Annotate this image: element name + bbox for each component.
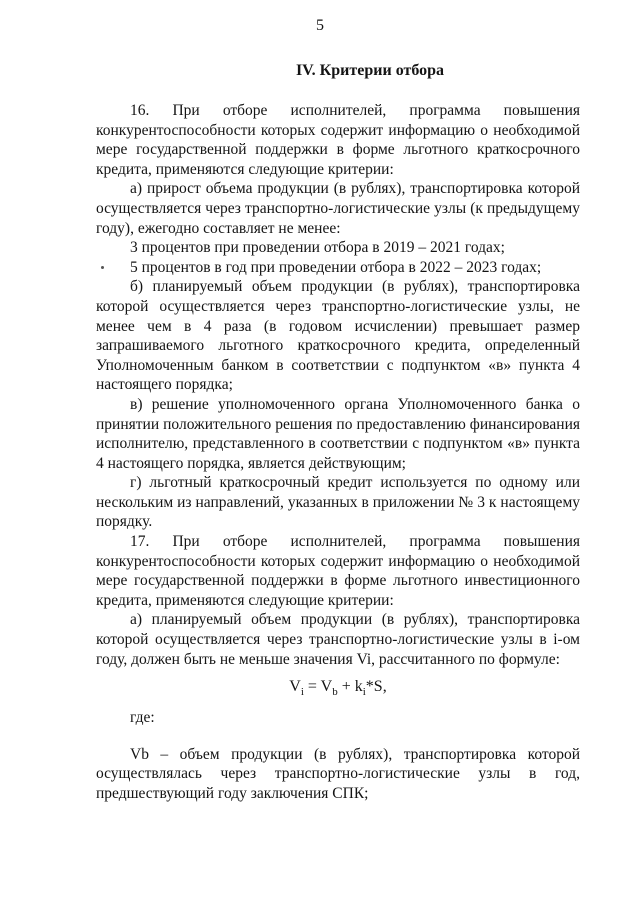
- body-text-bottom: [96, 708, 580, 803]
- where-label: где:: [130, 709, 155, 726]
- paragraph-16-a: а) прирост объема продукции (в рублях), транспортировка которой осуществляется через транспортно-логистические узлы (к предыдущему году), ежегодно составляет не менее:: [96, 180, 580, 237]
- formula-sub-i2: i: [362, 686, 366, 699]
- section-title: IV. Критерии отбора: [295, 62, 445, 79]
- paragraph-16-b: б) планируемый объем продукции (в рублях), транспортировка которой осуществляется через транспортно-логистические узлы, не менее чем в 4 раза (в годовом исчислении) превышает размер запрашиваемого льготного краткосрочного кредита, определенный Уполномоченным банком в соответствии с подпунктом «в» пункта 4 настоящего порядка;: [96, 278, 580, 394]
- vb-definition: Vb – объем продукции (в рублях), транспортировка которой осуществлялась через транспортно-логистические узлы в год, предшествующий году заключения СПК;: [96, 745, 580, 802]
- formula-tail: *S,: [365, 678, 387, 695]
- formula-eq: = V: [303, 678, 333, 695]
- formula: [96, 678, 580, 698]
- paragraph-16-a-line-2: 5 процентов в год при проведении отбора в 2022 – 2023 годах;: [130, 258, 542, 276]
- body-text-top: [96, 101, 580, 669]
- paragraph-16-a-line-1: 3 процентов при проведении отбора в 2019 – 2021 годах;: [130, 239, 505, 257]
- paragraph-16-v: в) решение уполномоченного органа Уполномоченного банка о принятии положительного решения по предоставлению финансирования исполнителю, представленного в соответствии с подпунктом «в» пункта 4 настоящего порядка, является действующим;: [96, 395, 580, 472]
- formula-plus: + k: [337, 678, 363, 695]
- formula-sub-i: i: [300, 686, 304, 699]
- page-number: 5: [316, 17, 324, 34]
- formula-sub-b: b: [332, 686, 338, 699]
- paragraph-17-a: а) планируемый объем продукции (в рублях), транспортировка которой осуществляется через транспортно-логистические узлы в i-ом году, должен быть не меньше значения Vi, рассчитанного по формуле:: [96, 611, 580, 668]
- paragraph-17-intro: 17. При отборе исполнителей, программа повышения конкурентоспособности которых содержит информацию о необходимой мере государственной поддержки в форме льготного инвестиционного кредита, применяются следующие критерии:: [96, 533, 580, 609]
- formula-v: V: [289, 678, 301, 695]
- paragraph-16-intro: 16. При отборе исполнителей, программа повышения конкурентоспособности которых содержит информацию о необходимой мере государственной поддержки в форме льготного краткосрочного кредита, применяются следующие критерии:: [96, 102, 580, 178]
- paragraph-16-g: г) льготный краткосрочный кредит используется по одному или нескольким из направлений, указанных в приложении № 3 к настоящему порядку.: [96, 474, 580, 531]
